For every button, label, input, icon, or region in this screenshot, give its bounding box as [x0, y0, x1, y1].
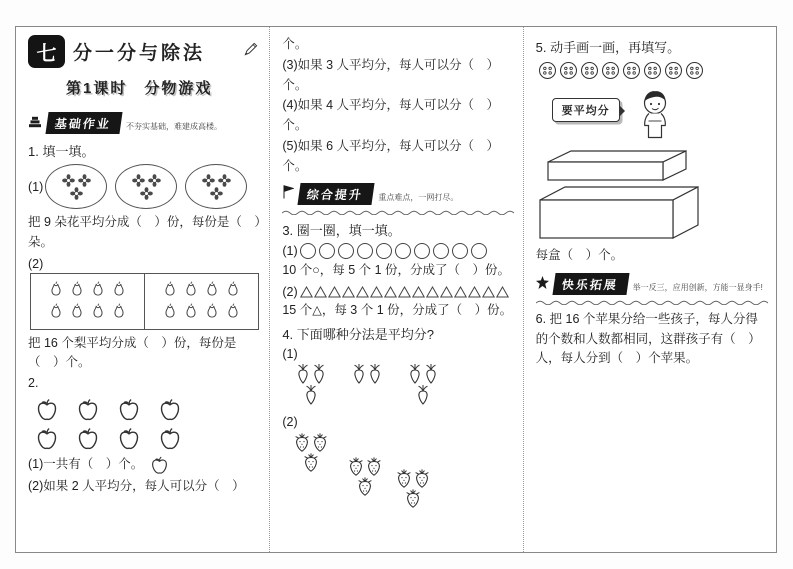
- strawberry-group: [392, 468, 434, 508]
- radish-icon: [415, 384, 431, 405]
- flower-icon: [78, 174, 91, 187]
- pear-icon: [91, 280, 105, 300]
- q5-title: 5. 动手画一画，再填写。: [535, 40, 681, 55]
- q1-part2-label: (2): [28, 256, 44, 271]
- cookie-icon: [580, 61, 599, 80]
- triangle-icon: [496, 286, 509, 298]
- triangle-icon: [314, 286, 327, 298]
- expansion-tagline: 举一反三，应用创新，方能一显身手!: [632, 282, 763, 292]
- flower-icon: [70, 187, 83, 200]
- homework-stack-icon: [28, 115, 42, 134]
- apple-row-1: [34, 397, 261, 423]
- q4-part1-label: (1): [282, 346, 298, 361]
- strawberry-area: [282, 430, 514, 522]
- pear-icon: [70, 302, 84, 322]
- q2-part2-text: (2)如果 2 人平均分，每人可以分（ ）: [28, 478, 245, 493]
- star-icon: [536, 276, 549, 295]
- pear-icon: [49, 280, 63, 300]
- q2-part4-text: (4)如果 4 人平均分，每人可以分（ ）个。: [282, 98, 500, 132]
- q3-part2-text: 15 个△，每 3 个 1 份，分成了（ ）份。: [282, 303, 513, 317]
- q1-part2-text: 把 16 个梨平均分成（ ）份，每份是（ ）个。: [28, 335, 237, 370]
- unit-header: [28, 35, 261, 68]
- radish-icon: [407, 363, 423, 384]
- wavy-divider: [536, 299, 769, 305]
- column-middle: [269, 27, 522, 552]
- boxes-illustration: [538, 146, 720, 244]
- cookie-icon: [622, 61, 641, 80]
- pear-icon: [184, 302, 198, 322]
- q2-number: 2.: [28, 376, 39, 390]
- unit-title: 分一分与除法: [73, 43, 206, 64]
- circle-icon: [338, 243, 354, 259]
- apple-icon: [149, 455, 170, 476]
- triangle-icon: [370, 286, 383, 298]
- pear-row: [145, 280, 258, 300]
- pear-icon: [226, 280, 240, 300]
- radish-group: [348, 363, 386, 411]
- pear-row: [145, 302, 258, 322]
- comprehensive-tagline: 重点难点，一网打尽。: [378, 193, 459, 203]
- q4-title: 4. 下面哪种分法是平均分?: [282, 326, 435, 342]
- cookie-icon: [685, 61, 704, 80]
- circle-icon: [357, 243, 373, 259]
- pear-row: [31, 280, 144, 300]
- pear-icon: [49, 302, 63, 322]
- triangle-icon: [468, 286, 481, 298]
- pear-row: [31, 302, 144, 322]
- q2-part3-text: (3)如果 3 人平均分，每人可以分（ ）个。: [282, 57, 500, 92]
- flower-icon: [140, 187, 153, 200]
- boy-illustration: [634, 88, 676, 142]
- apple-icon: [75, 397, 101, 423]
- apple-row-2: [34, 426, 261, 452]
- radish-icon: [423, 363, 439, 384]
- pear-icon: [112, 302, 126, 322]
- radish-icon: [303, 384, 319, 405]
- strawberry-icon: [311, 432, 329, 452]
- strawberry-icon: [395, 468, 413, 488]
- triangle-icon: [356, 286, 369, 298]
- q5-answer-text: 每盒（ ）个。: [535, 248, 624, 262]
- strawberry-group: [344, 456, 386, 496]
- q2-part1-line: [28, 455, 261, 476]
- pear-cell: [31, 274, 144, 329]
- circle-icon: [414, 243, 430, 259]
- strawberry-icon: [356, 476, 374, 496]
- q2-part1-text: (1)一共有（ ）个。: [28, 457, 144, 472]
- triangle-icon: [300, 286, 313, 298]
- flower-oval: [185, 164, 247, 209]
- flower-oval-row: [45, 164, 247, 209]
- strawberry-icon: [302, 452, 320, 472]
- q2-part5-text: (5)如果 6 人平均分，每人可以分（ ）个。: [282, 138, 500, 173]
- radish-icon: [351, 363, 367, 384]
- apple-icon: [157, 426, 183, 452]
- radish-icon: [295, 363, 311, 384]
- pear-icon: [226, 302, 240, 322]
- triangle-icon: [398, 286, 411, 298]
- triangle-icon: [412, 286, 425, 298]
- q4-part2-label: (2): [282, 414, 298, 429]
- basic-badge: 基础作业: [45, 112, 122, 134]
- q1-part1-label: (1): [28, 179, 44, 194]
- apple-icon: [34, 397, 60, 423]
- pencil-icon: [243, 41, 259, 62]
- triangle-icon: [482, 286, 495, 298]
- flower-cluster: [200, 174, 232, 200]
- triangle-row: [300, 286, 509, 298]
- triangle-icon: [342, 286, 355, 298]
- speech-bubble: [552, 98, 620, 122]
- cookie-icon: [559, 61, 578, 80]
- circle-icon: [452, 243, 468, 259]
- cookie-icon: [643, 61, 662, 80]
- pear-icon: [163, 280, 177, 300]
- flower-icon: [132, 174, 145, 187]
- wavy-divider: [282, 209, 515, 215]
- basic-tagline: 不夯实基础，难建成高楼。: [126, 122, 223, 131]
- unit-number-box: 七: [28, 35, 65, 68]
- circle-icon: [471, 243, 487, 259]
- q1-title: 1. 填一填。: [28, 144, 95, 159]
- basic-badge-row: [28, 112, 261, 134]
- apple-icon: [116, 397, 142, 423]
- strawberry-group: [290, 432, 332, 472]
- triangle-icon: [384, 286, 397, 298]
- flag-icon: [282, 185, 294, 205]
- circle-icon: [319, 243, 335, 259]
- q1-part1-row: [28, 164, 261, 209]
- triangle-icon: [328, 286, 341, 298]
- cookie-icon: [601, 61, 620, 80]
- q3-part2-row: [282, 285, 514, 299]
- radish-group: [404, 363, 442, 411]
- radish-icon: [367, 363, 383, 384]
- flower-cluster: [60, 174, 92, 200]
- radish-icon: [311, 363, 327, 384]
- q3-part1-row: [282, 243, 514, 259]
- flower-icon: [62, 174, 75, 187]
- triangle-icon: [440, 286, 453, 298]
- expansion-badge-row: [536, 273, 768, 295]
- q3-title: 3. 圈一圈，填一填。: [282, 223, 401, 239]
- triangle-icon: [426, 286, 439, 298]
- radish-area: [292, 363, 514, 411]
- expansion-badge: 快乐拓展: [552, 273, 629, 295]
- radish-group: [292, 363, 330, 411]
- flower-oval: [45, 164, 107, 209]
- pear-cell: [144, 274, 258, 329]
- comprehensive-badge-row: [282, 183, 514, 205]
- pear-icon: [70, 280, 84, 300]
- apple-icon: [34, 426, 60, 452]
- q1-part1-text: 把 9 朵花平均分成（ ）份，每份是（ ）朵。: [28, 215, 261, 249]
- flower-icon: [202, 174, 215, 187]
- comprehensive-badge: 综合提升: [298, 183, 375, 205]
- pear-box: [30, 273, 259, 330]
- pear-icon: [112, 280, 126, 300]
- strawberry-icon: [404, 488, 422, 508]
- pear-icon: [205, 302, 219, 322]
- flower-cluster: [130, 174, 162, 200]
- pear-icon: [163, 302, 177, 322]
- q3-part2-label: (2): [282, 285, 298, 299]
- q6-text: 6. 把 16 个苹果分给一些孩子，每人分得的个数和人数都相同，这群孩子有（ ）人，每人分到（ ）个苹果。: [535, 311, 761, 366]
- strawberry-icon: [413, 468, 431, 488]
- pear-icon: [91, 302, 105, 322]
- lesson-title: 第1课时 分物游戏: [66, 80, 213, 97]
- column-right: [523, 27, 776, 552]
- strawberry-icon: [347, 456, 365, 476]
- q2-part2-continued: 个。: [282, 37, 308, 51]
- speech-bubble-text: 要平均分: [561, 105, 610, 117]
- circle-row: [300, 243, 487, 259]
- flower-icon: [218, 174, 231, 187]
- q3-part1-text: 10 个○，每 5 个 1 份，分成了（ ）份。: [282, 263, 511, 278]
- flower-icon: [148, 174, 161, 187]
- apple-icon: [157, 397, 183, 423]
- pear-icon: [205, 280, 219, 300]
- column-left: [16, 27, 269, 552]
- cookie-row: [538, 61, 768, 80]
- circle-icon: [433, 243, 449, 259]
- circle-icon: [300, 243, 316, 259]
- cookie-icon: [664, 61, 683, 80]
- flower-icon: [210, 187, 223, 200]
- triangle-icon: [454, 286, 467, 298]
- pear-icon: [184, 280, 198, 300]
- apple-icon: [75, 426, 101, 452]
- q3-part1-label: (1): [282, 244, 298, 259]
- cookie-icon: [538, 61, 557, 80]
- apple-icon: [116, 426, 142, 452]
- flower-oval: [115, 164, 177, 209]
- circle-icon: [395, 243, 411, 259]
- strawberry-icon: [293, 432, 311, 452]
- speech-area: [552, 88, 768, 142]
- circle-icon: [376, 243, 392, 259]
- strawberry-icon: [365, 456, 383, 476]
- worksheet-page: [15, 26, 777, 553]
